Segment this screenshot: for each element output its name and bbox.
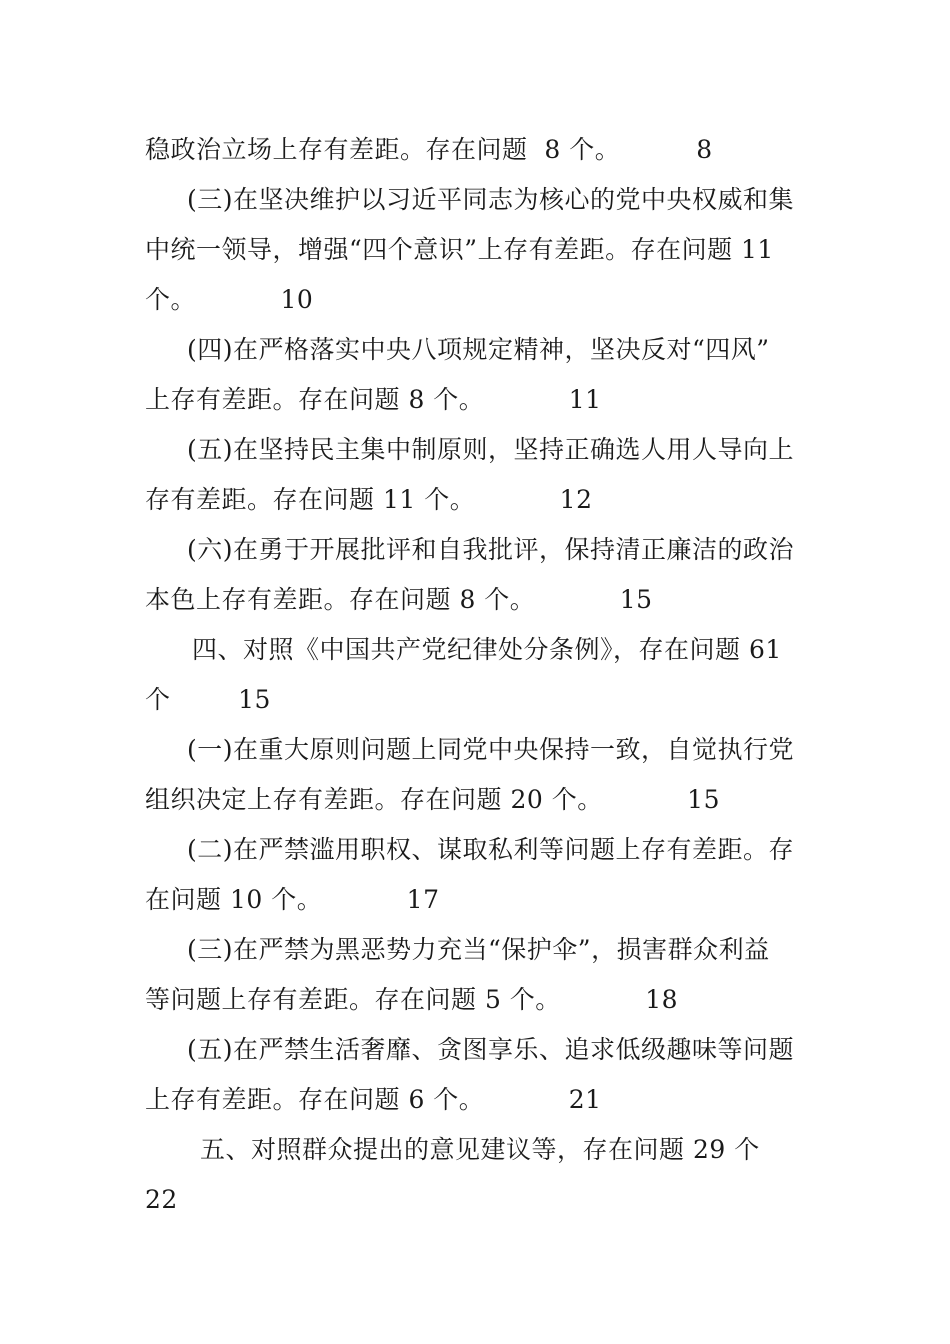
toc-line-5-heading-4: (四)在严格落实中央八项规定精神，坚决反对“四风” xyxy=(187,335,770,364)
toc-line-19-heading-5: (五)在严禁生活奢靡、贪图享乐、追求低级趣味等问题 xyxy=(187,1035,795,1064)
toc-line-13-heading-1: (一)在重大原则问题上同党中央保持一致，自觉执行党 xyxy=(187,735,795,764)
toc-line-3-continuation: 中统一领导，增强“四个意识”上存有差距。存在问题 11 xyxy=(145,235,774,264)
toc-line-6-continuation: 上存有差距。存在问题 8 个。 11 xyxy=(145,385,602,414)
toc-line-21-section-5: 五、对照群众提出的意见建议等，存在问题 29 个 xyxy=(200,1135,760,1164)
toc-line-1-continuation: 稳政治立场上存有差距。存在问题 8 个。 8 xyxy=(145,135,713,164)
toc-line-4-continuation: 个。 10 xyxy=(145,285,314,314)
toc-line-8-continuation: 存有差距。存在问题 11 个。 12 xyxy=(145,485,593,514)
toc-line-2-heading-3: (三)在坚决维护以习近平同志为核心的党中央权威和集 xyxy=(187,185,795,214)
toc-line-16-continuation: 在问题 10 个。 17 xyxy=(145,885,440,914)
toc-line-15-heading-2: (二)在严禁滥用职权、谋取私利等问题上存有差距。存 xyxy=(187,835,795,864)
toc-line-20-continuation: 上存有差距。存在问题 6 个。 21 xyxy=(145,1085,602,1114)
toc-line-22-continuation: 22 xyxy=(145,1185,178,1214)
toc-line-11-section-4: 四、对照《中国共产党纪律处分条例》，存在问题 61 xyxy=(192,635,782,664)
toc-line-14-continuation: 组织决定上存有差距。存在问题 20 个。 15 xyxy=(145,785,720,814)
toc-line-17-heading-3: (三)在严禁为黑恶势力充当“保护伞”，损害群众利益 xyxy=(187,935,770,964)
toc-line-9-heading-6: (六)在勇于开展批评和自我批评，保持清正廉洁的政治 xyxy=(187,535,795,564)
toc-line-7-heading-5: (五)在坚持民主集中制原则，坚持正确选人用人导向上 xyxy=(187,435,795,464)
toc-line-18-continuation: 等问题上存有差距。存在问题 5 个。 18 xyxy=(145,985,679,1014)
toc-line-12-continuation: 个 15 xyxy=(145,685,271,714)
toc-line-10-continuation: 本色上存有差距。存在问题 8 个。 15 xyxy=(145,585,653,614)
